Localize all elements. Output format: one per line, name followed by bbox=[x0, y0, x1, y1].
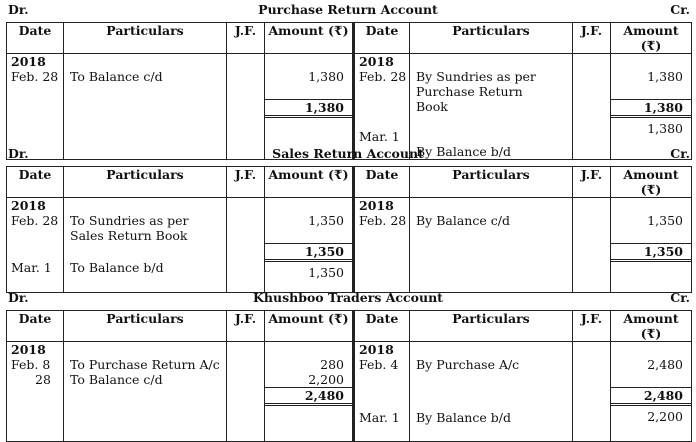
col-jf: J.F. bbox=[573, 311, 611, 342]
col-date: Date bbox=[354, 167, 410, 198]
col-jf: J.F. bbox=[227, 23, 265, 54]
account-heading bbox=[0, 2, 696, 18]
account-heading bbox=[0, 290, 696, 306]
col-amount: Amount (₹) bbox=[265, 167, 354, 198]
account-title: Purchase Return Account bbox=[258, 2, 438, 17]
col-particulars: Particulars bbox=[64, 23, 227, 54]
col-amount: Amount (₹) bbox=[611, 167, 692, 198]
debit-label: Dr. bbox=[8, 290, 29, 305]
col-amount: Amount (₹) bbox=[611, 23, 692, 54]
total-amount: 1,380 bbox=[611, 99, 691, 118]
total-amount: 1,380 bbox=[265, 99, 352, 118]
total-amount: 2,480 bbox=[265, 387, 352, 406]
amount-cell: 280 2,200 2,480 bbox=[265, 342, 354, 442]
col-date: Date bbox=[7, 23, 64, 54]
credit-label: Cr. bbox=[670, 2, 690, 17]
amount-cell: 2,480 2,480 2,200 bbox=[611, 342, 692, 442]
col-particulars: Particulars bbox=[410, 167, 573, 198]
col-date: Date bbox=[354, 311, 410, 342]
date-cell: 2018 Feb. 28 bbox=[7, 54, 64, 160]
total-amount: 1,350 bbox=[611, 243, 691, 262]
jf-cell bbox=[227, 342, 265, 442]
col-amount: Amount (₹) bbox=[611, 311, 692, 342]
account-heading bbox=[0, 146, 696, 162]
total-amount: 2,480 bbox=[611, 387, 691, 406]
credit-label: Cr. bbox=[670, 146, 690, 161]
account-title: Sales Return Account bbox=[272, 146, 424, 161]
col-jf: J.F. bbox=[573, 167, 611, 198]
particulars-cell: By Sundries as per Purchase Return Book By Balance b/d bbox=[410, 54, 573, 160]
amount-cell: 1,380 1,380 1,380 bbox=[611, 54, 692, 160]
col-jf: J.F. bbox=[573, 23, 611, 54]
col-date: Date bbox=[354, 23, 410, 54]
ledger-table bbox=[6, 166, 692, 293]
ledger-table bbox=[6, 310, 692, 442]
date-cell: 2018 Feb. 4 Mar. 1 bbox=[354, 342, 410, 442]
jf-cell bbox=[573, 54, 611, 160]
col-jf: J.F. bbox=[227, 311, 265, 342]
credit-label: Cr. bbox=[670, 290, 690, 305]
date-cell: 2018 Feb. 28 Mar. 1 bbox=[354, 54, 410, 160]
col-particulars: Particulars bbox=[410, 311, 573, 342]
jf-cell bbox=[227, 198, 265, 293]
particulars-cell: By Purchase A/c By Balance b/d bbox=[410, 342, 573, 442]
col-date: Date bbox=[7, 311, 64, 342]
col-particulars: Particulars bbox=[410, 23, 573, 54]
particulars-cell: To Balance c/d bbox=[64, 54, 227, 160]
total-amount: 1,350 bbox=[265, 243, 352, 262]
col-amount: Amount (₹) bbox=[265, 23, 354, 54]
col-particulars: Particulars bbox=[64, 167, 227, 198]
col-date: Date bbox=[7, 167, 64, 198]
amount-cell: 1,350 1,350 bbox=[611, 198, 692, 293]
jf-cell bbox=[573, 342, 611, 442]
account-title: Khushboo Traders Account bbox=[253, 290, 443, 305]
particulars-cell: To Purchase Return A/c To Balance c/d bbox=[64, 342, 227, 442]
ledger-table bbox=[6, 22, 692, 160]
date-cell: 2018 Feb. 8 28 bbox=[7, 342, 64, 442]
col-particulars: Particulars bbox=[64, 311, 227, 342]
jf-cell bbox=[573, 198, 611, 293]
particulars-cell: By Balance c/d bbox=[410, 198, 573, 293]
jf-cell bbox=[227, 54, 265, 160]
col-jf: J.F. bbox=[227, 167, 265, 198]
amount-cell: 1,350 1,350 1,350 bbox=[265, 198, 354, 293]
date-cell: 2018 Feb. 28 Mar. 1 bbox=[7, 198, 64, 293]
particulars-cell: To Sundries as per Sales Return Book To Balance b/d bbox=[64, 198, 227, 293]
amount-cell: 1,380 1,380 bbox=[265, 54, 354, 160]
date-cell: 2018 Feb. 28 bbox=[354, 198, 410, 293]
debit-label: Dr. bbox=[8, 146, 29, 161]
col-amount: Amount (₹) bbox=[265, 311, 354, 342]
debit-label: Dr. bbox=[8, 2, 29, 17]
